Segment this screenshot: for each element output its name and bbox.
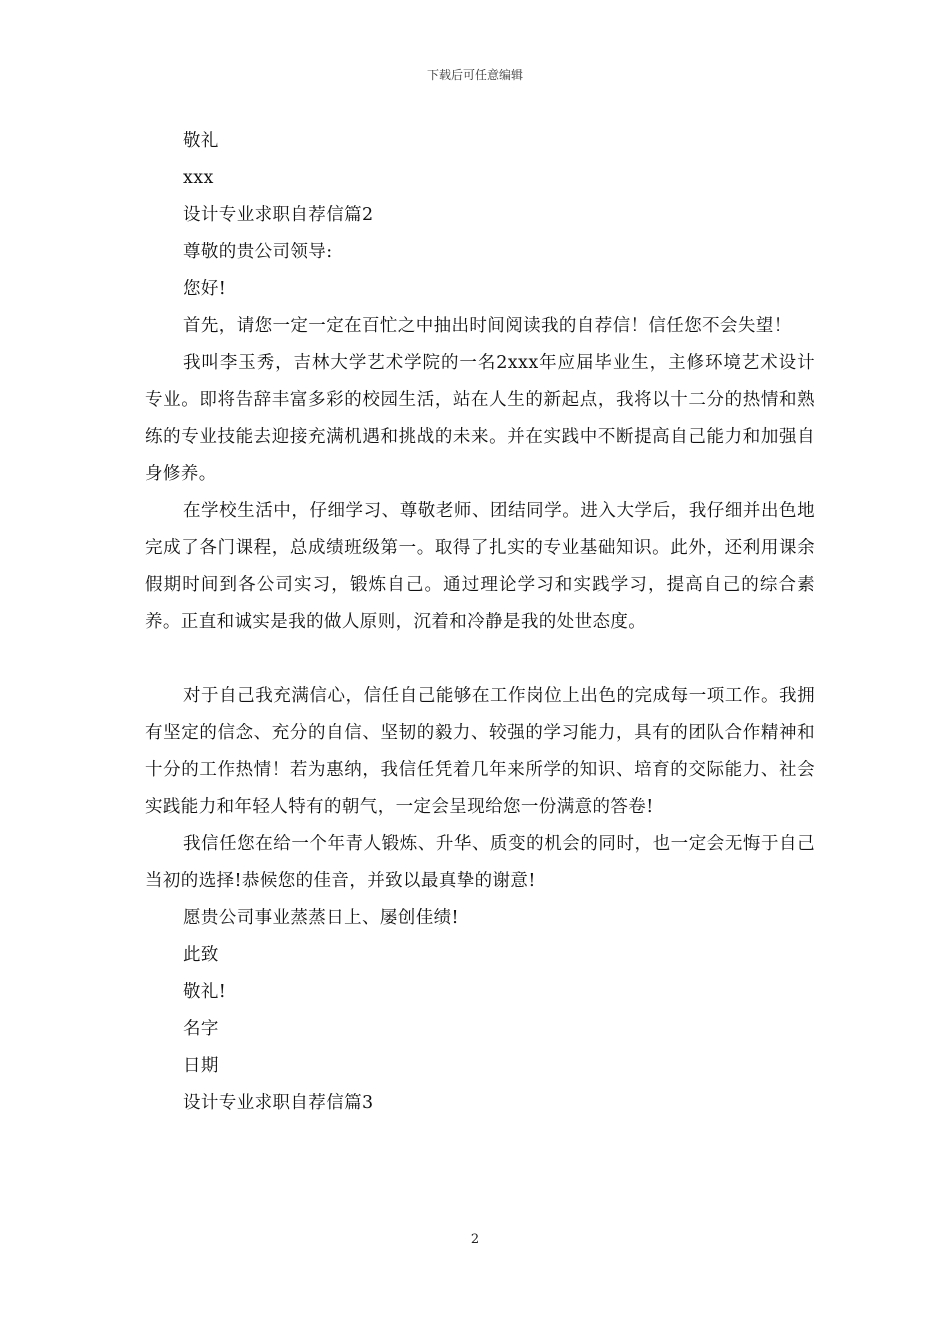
page-header-note: 下载后可任意编辑 — [426, 68, 523, 82]
greeting-recipient: 尊敬的贵公司领导: — [183, 242, 333, 262]
paragraph-school-life: 在学校生活中，仔细学习、尊敬老师、团结同学。进入大学后，我仔细并出色地完成了各门课程，总成绩班级第一。取得了扎实的专业基础知识。此外，还利用课余假期时间到各公司实习，锻炼自己。通过理论学习和实践学习，提高自己的综合素养。正直和诚实是我的做人原则，沉着和冷静是我的处世态度。 — [145, 501, 815, 632]
blank-line — [145, 641, 815, 678]
section-title-3: 设计专业求职自荐信篇3 — [183, 1093, 374, 1113]
signature-name-placeholder: 名字 — [183, 1019, 219, 1039]
signature-date-placeholder: 日期 — [183, 1056, 219, 1076]
closing-to: 此致 — [183, 945, 219, 965]
paragraph-confidence: 对于自己我充满信心，信任自己能够在工作岗位上出色的完成每一项工作。我拥有坚定的信念、充分的自信、坚韧的毅力、较强的学习能力，具有的团队合作精神和十分的工作热情！若为惠纳，我信任凭着几年来所学的知识、培育的交际能力、社会实践能力和年轻人特有的朝气，一定会呈现给您一份满意的答卷! — [145, 686, 815, 817]
closing-salutation: 敬礼 — [183, 131, 219, 151]
greeting-hello: 您好! — [183, 279, 227, 299]
wishes-line: 愿贵公司事业蒸蒸日上、屡创佳绩! — [183, 908, 459, 928]
closing-regards: 敬礼! — [183, 982, 227, 1002]
paragraph-thanks: 我信任您在给一个年青人锻炼、升华、质变的机会的同时，也一定会无悔于自己当初的选择!恭候您的佳音，并致以最真挚的谢意! — [145, 834, 815, 891]
signature-name: xxx — [183, 168, 214, 188]
paragraph-opening: 首先，请您一定一定在百忙之中抽出时间阅读我的自荐信！信任您不会失望！ — [183, 316, 792, 336]
section-title-2: 设计专业求职自荐信篇2 — [183, 205, 374, 225]
letter-body — [145, 123, 815, 1122]
page-number: 2 — [470, 1232, 480, 1247]
paragraph-introduction: 我叫李玉秀，吉林大学艺术学院的一名2xxx年应届毕业生，主修环境艺术设计专业。即将告辞丰富多彩的校园生活，站在人生的新起点，我将以十二分的热情和熟练的专业技能去迎接充满机遇和挑战的未来。并在实践中不断提高自己能力和加强自身修养。 — [145, 353, 815, 484]
